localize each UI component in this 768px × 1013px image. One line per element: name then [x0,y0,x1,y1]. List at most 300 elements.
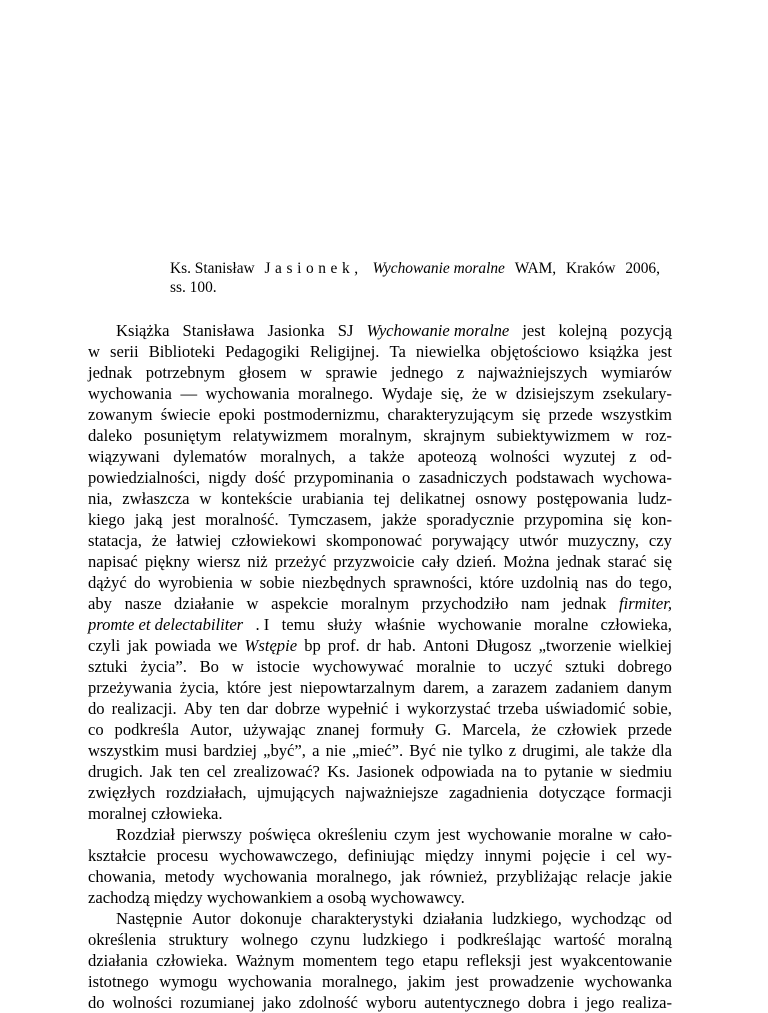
word: nasze [124,594,162,613]
word: przeżywania [88,678,172,697]
word: Tymczasem, [288,510,372,529]
word: się [613,510,632,529]
word: i [573,993,579,1012]
word: zasadniczych [418,468,508,487]
text-line [88,845,672,866]
word: w [231,657,244,676]
word: że [151,531,167,550]
word: istocie [256,657,300,676]
word: ale [585,741,605,760]
word: wszystkim [600,405,672,424]
word: o [402,468,411,487]
word: dobra [527,993,566,1012]
word: określeniu [317,825,388,844]
word: czym [394,825,431,844]
word: osnowy [475,489,527,508]
word: świecie [160,405,211,424]
word: podstawach [515,468,595,487]
text-line [88,488,672,509]
word: to [488,657,502,676]
word: głosem [238,363,287,382]
word: moralne [558,825,613,844]
word: przeżyć [274,552,327,571]
word: zrealizować? [233,762,320,781]
word: także [610,741,646,760]
word: temu [281,615,315,634]
word: wyboru [365,993,417,1012]
word: i [395,699,400,718]
word: podkreśla [114,720,180,739]
word: wychowanie [437,615,522,634]
word: daleko [88,426,133,445]
word: przypominania [293,468,394,487]
word: relacje [586,867,631,886]
word: ludzkiego, [492,909,562,928]
word: trzeba [497,699,539,718]
word: kon- [641,510,672,529]
word: darem, [423,678,469,697]
word: czy [648,531,672,550]
word: wychowania [223,867,308,886]
paragraph [88,908,672,1013]
word: jednego [390,363,444,382]
word: kolejną [558,321,608,340]
word: wyrobienia [158,573,233,592]
word: Autor, [189,720,233,739]
text-line [88,740,672,761]
word: chowania, [88,867,156,886]
word: wyakcentowanie [560,951,672,970]
word: moralnego, [316,867,392,886]
word: wiązywani [88,447,160,466]
word: skomponować [326,531,422,550]
word: niż [247,552,268,571]
text-line [88,908,672,929]
word: moralność. [205,510,279,529]
word: wychowywać [312,657,404,676]
word: moralną [617,930,672,949]
word: jest [455,972,479,991]
word: aspekcie [271,594,329,613]
word: łatwiej [176,531,222,550]
word: w [495,384,508,403]
word: sztuki [88,657,128,676]
word: również, [429,867,488,886]
word: do [88,699,105,718]
citation-author: Jasionek, [264,260,363,277]
word: i [440,930,445,949]
word: Ks. [327,762,350,781]
word: urabiania [302,489,364,508]
word: jakże [381,510,417,529]
word: a [348,447,357,466]
word: Aby [183,699,213,718]
word: ten [219,699,240,718]
word: Religijnej. [309,342,380,361]
word: i [600,846,606,865]
word: nigdy [208,468,247,487]
word: moralnej człowieka. [88,804,223,823]
text-line [88,698,672,719]
word: „mieć”. [351,741,404,760]
word: drugimi, [522,741,579,760]
word: wolnego [240,930,299,949]
word: utwór [519,531,558,550]
text-line [88,320,672,341]
word: jest [648,342,672,361]
word: napisać [88,552,138,571]
word: na [501,762,517,781]
word: odpowiada [421,762,495,781]
text-line [88,362,672,383]
word: Jasionka [267,321,325,340]
word: wielkiej [618,636,672,655]
word: przybliżając [496,867,578,886]
word: realiza- [622,993,672,1012]
word: jest [437,825,461,844]
word: tego [385,951,415,970]
word: ten [179,762,200,781]
word: sporadycznie [426,510,515,529]
word: tylko [468,741,503,760]
word: „tworzenie [538,636,612,655]
word: moralnego, [322,972,398,991]
word: subiektywizmem [496,426,611,445]
text-line [88,824,672,845]
citation-year: 2006, [625,260,660,277]
word: . I [255,615,270,634]
text-line [88,929,672,950]
word: we [218,636,238,655]
text-line [88,509,672,530]
word: Wydaje [381,384,433,403]
word: nie [442,741,463,760]
word: procesu [156,846,209,865]
word: zarazem [492,678,548,697]
text-line [88,404,672,425]
text-line [88,572,672,593]
word: określenia [88,930,157,949]
word: muzyczny, [567,531,639,550]
text-line [88,614,672,635]
word: metody [164,867,215,886]
word: powiedzialności, [88,468,200,487]
word: jak [127,636,148,655]
word: wypełnić [327,699,389,718]
word: najważniejsze [345,783,439,802]
word: Jak [150,762,173,781]
text-line [88,992,672,1013]
word: Być [409,741,436,760]
text-line [88,425,672,446]
word: Ta [389,342,406,361]
word: wiersz [197,552,241,571]
word: życia, [179,678,219,697]
word: człowieka. [156,951,228,970]
word: wymogu [159,972,218,991]
word: w [619,825,632,844]
word: że [531,720,547,739]
word: Autor [191,909,231,928]
word: moralnym [340,594,410,613]
text-line [88,887,672,908]
text-line [88,719,672,740]
word: statacja, [88,531,142,550]
word: wartość [553,930,606,949]
text-line [88,383,672,404]
word: działanie [174,594,234,613]
word: które [226,678,262,697]
word: przede [627,720,672,739]
word: dążyć [88,573,127,592]
italic-word: Wychowanie moralne [366,321,510,340]
word: Biblioteki [148,342,216,361]
paragraph [88,320,672,824]
italic-word: firmiter, [618,594,672,613]
word: postmodernizmu, [263,405,380,424]
word: bardziej [203,741,257,760]
word: jest [268,678,293,697]
word: używając [242,720,306,739]
word: uświadomić [545,699,626,718]
word: dar [246,699,268,718]
word: zdolność [298,993,358,1012]
word: znanej [316,720,360,739]
word: siedmiu [619,762,672,781]
word: struktury [168,930,229,949]
word: moralne [533,615,589,634]
citation-line [170,259,660,278]
word: człowiek [556,720,617,739]
word: Następnie [116,909,183,928]
word: do [88,993,105,1012]
text-line [88,341,672,362]
word: tego, [639,573,672,592]
word: dotyczące [538,783,606,802]
word: istotnego [88,972,149,991]
word: realizacji. [111,699,177,718]
word: w [300,363,313,382]
word: prowadzenie [489,972,574,991]
word: dokonuje [239,909,302,928]
word: potrzebnym [145,363,226,382]
word: zagadnienia [448,783,529,802]
word: jednak [562,594,607,613]
word: starać [607,552,647,571]
word: — [180,384,198,403]
word: musi [165,741,198,760]
word: a [476,678,485,697]
citation-prefix: Ks. Stanisław [170,260,255,277]
word: czynu [310,930,351,949]
word: sobie, [632,699,672,718]
word: etapu [422,951,459,970]
word: ludz- [637,489,672,508]
citation-publisher: WAM, [514,260,557,277]
word: jest [172,510,196,529]
word: dr [366,636,381,655]
word: delikatnej [400,489,466,508]
word: rozumianej [180,993,255,1012]
word: porywający [431,531,510,550]
word: książka [589,342,639,361]
word: prof. [327,636,360,655]
word: wychowania [227,972,312,991]
word: dzień. [456,552,497,571]
word: moralnego. [298,384,374,403]
word: definiując [348,846,415,865]
word: postępowania [536,489,629,508]
word: poświęca [249,825,311,844]
word: od [655,909,672,928]
word: kontekście [221,489,293,508]
word: moralnych, [260,447,336,466]
word: podkreślając [457,930,542,949]
word: Bo [199,657,219,676]
word: w [199,489,212,508]
word: się, [440,384,464,403]
word: Antoni [422,636,470,655]
word: wychowania [205,384,290,403]
book-citation [170,259,660,297]
word: czyli [88,636,121,655]
paragraph [88,824,672,908]
word: jakie [639,867,672,886]
text-line [88,761,672,782]
word: z [629,447,637,466]
word: relatywizmem [232,426,328,445]
word: sztuki [565,657,605,676]
word: skrajnym [423,426,486,445]
word: nie [325,741,346,760]
word: jaką [134,510,163,529]
text-line [88,467,672,488]
word: piękny [144,552,190,571]
text-line [88,530,672,551]
word: sprawności, [393,573,473,592]
word: zsekulary- [602,384,672,403]
word: życia”. [140,657,187,676]
word: uzdolnią [521,573,579,592]
word: ludzkiego [362,930,428,949]
word: tej [373,489,391,508]
word: charakterystyki [311,909,414,928]
word: wychowanka [584,972,672,991]
word: w [88,342,100,361]
word: Marcela, [461,720,521,739]
word: w [621,426,634,445]
word: uczyć [513,657,553,676]
text-line [88,656,672,677]
word: cały [421,552,450,571]
word: „być”, [263,741,306,760]
word: z [508,741,517,760]
word: w [240,573,253,592]
word: nas [585,573,608,592]
word: działania [88,951,148,970]
word: Książka [116,321,170,340]
word: wolności [112,993,173,1012]
word: serii [110,342,139,361]
word: zachodzą między wychowankiem a osobą wychowawcy. [88,888,465,907]
word: pozycją [620,321,672,340]
word: kiego [88,510,125,529]
word: do [134,573,151,592]
word: dzisiejszym [515,384,595,403]
word: Pedagogiki [225,342,300,361]
word: ujmujących [257,783,335,802]
word: refleksji [466,951,521,970]
word: także [369,447,405,466]
word: wymiarów [600,363,672,382]
text-line [88,551,672,572]
word: dylematów [173,447,247,466]
word: cel [206,762,227,781]
word: z [456,363,465,382]
word: jednak [556,552,601,571]
word: że [472,384,487,403]
word: wyzutej [563,447,616,466]
word: G. [434,720,452,739]
word: roz- [645,426,672,445]
word: nam [520,594,550,613]
word: przychodziło [421,594,509,613]
text-line [88,782,672,803]
word: to [524,762,538,781]
word: między [425,846,474,865]
word: Można [503,552,550,571]
word: Ważnym [235,951,295,970]
word: charakteryzującym [387,405,514,424]
word: Długosz [476,636,532,655]
word: jako [262,993,292,1012]
italic-word: promte et delectabiliter [88,615,244,634]
word: co [88,720,104,739]
word: się [521,405,541,424]
word: sobie [259,573,295,592]
word: innymi [484,846,532,865]
word: człowiekowi [231,531,317,550]
word: autentycznego [424,993,521,1012]
word: Stanisława [182,321,255,340]
word: Jasionek [356,762,415,781]
word: do [615,573,632,592]
word: bp [304,636,321,655]
word: rozdziałach, [165,783,247,802]
word: wychowa- [602,468,672,487]
word: służy [327,615,363,634]
word: a [312,741,320,760]
word: formuły [370,720,425,739]
citation-pages: ss. 100. [170,279,217,296]
review-body [88,320,672,1013]
word: pojęcie [542,846,591,865]
word: SJ [337,321,354,340]
word: w [246,594,259,613]
word: od- [649,447,672,466]
word: nia, [88,489,113,508]
word: wychowawczego, [218,846,338,865]
text-line [88,803,672,824]
word: dobrego [617,657,672,676]
word: przypomina [524,510,604,529]
word: jednak [88,363,133,382]
word: dobrze [275,699,321,718]
word: moralnym, [339,426,412,445]
word: człowieka, [600,615,672,634]
word: jak [400,867,421,886]
text-line [88,950,672,971]
